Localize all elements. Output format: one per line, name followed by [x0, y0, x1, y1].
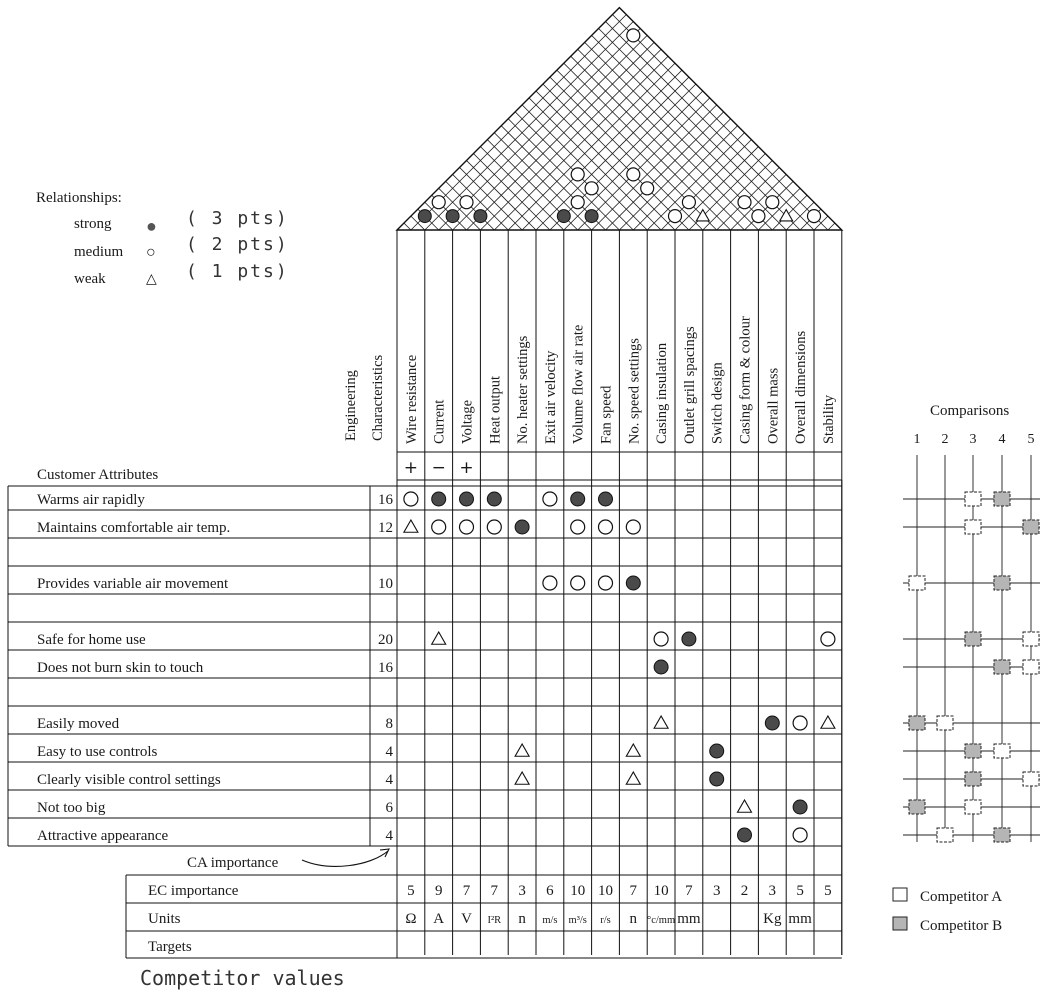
- relationship-mark-12-14: [793, 828, 807, 842]
- ec-label-9: Casing insulation: [654, 342, 671, 444]
- competitor-b-box-11: [909, 800, 925, 814]
- roof-correlation-16: [752, 210, 765, 223]
- roof-correlation-19: [808, 210, 821, 223]
- ec-label-7: Fan speed: [598, 385, 615, 444]
- ec-label-14: Overall dimensions: [793, 330, 810, 444]
- competitor-a-box-10: [1023, 772, 1039, 786]
- ec-label-8: No. speed settings: [626, 338, 643, 444]
- competitor-a-box-6: [1023, 660, 1039, 674]
- ca-importance-arrow: [302, 851, 388, 866]
- relationship-mark-8-13: [765, 716, 779, 730]
- ec-label-11: Switch design: [709, 362, 726, 444]
- ec-label-15: Stability: [820, 394, 837, 444]
- relationship-mark-5-15: [821, 632, 835, 646]
- strong-symbol-icon: ●: [146, 216, 157, 236]
- relationship-mark-12-12: [738, 828, 752, 842]
- competitor-a-legend-box: [893, 888, 907, 901]
- roof-correlation-15: [738, 196, 751, 209]
- ec-importance-14: 5: [796, 883, 804, 899]
- roof-hatch: [0, 0, 1051, 230]
- unit-8: n: [629, 911, 638, 927]
- roof-correlation-7: [585, 210, 598, 223]
- comparison-scale-1: 2: [941, 432, 949, 447]
- competitor-a-box-11: [965, 800, 981, 814]
- customer-attribute-0: Warms air rapidly: [37, 492, 145, 508]
- relationship-mark-8-14: [793, 716, 807, 730]
- ec-importance-1: 9: [434, 883, 443, 899]
- legend-medium-points: ( 2 pts): [186, 234, 289, 255]
- roof-correlation-0: [418, 210, 431, 223]
- relationship-mark-3-5: [543, 576, 557, 590]
- ec-importance-2: 7: [462, 883, 471, 899]
- relationship-mark-6-9: [654, 660, 668, 674]
- relationship-mark-3-8: [626, 576, 640, 590]
- roof-correlation-8: [571, 168, 584, 181]
- unit-10: mm: [677, 911, 701, 927]
- roof-correlation-11: [641, 182, 654, 195]
- customer-attribute-6: Does not burn skin to touch: [37, 660, 204, 676]
- ca-importance-11: 6: [385, 800, 393, 816]
- relationship-mark-1-8: [626, 520, 640, 534]
- relationship-mark-1-3: [487, 520, 501, 534]
- ca-importance-label: CA importance: [187, 855, 279, 871]
- roof-correlation-6: [571, 196, 584, 209]
- ca-importance-8: 8: [385, 716, 393, 732]
- legend-strong-points: ( 3 pts): [186, 208, 289, 229]
- relationship-mark-10-8: [626, 772, 640, 784]
- ec-importance-label: EC importance: [148, 883, 239, 899]
- ec-label-5: Exit air velocity: [542, 350, 559, 444]
- competitor-a-box-8: [937, 716, 953, 730]
- competitor-a-box-1: [965, 520, 981, 534]
- direction-mark-2: +: [459, 458, 474, 478]
- unit-9: °c/mm: [647, 915, 676, 926]
- ec-importance-7: 10: [598, 883, 613, 899]
- relationship-mark-0-0: [404, 492, 418, 506]
- unit-3: I²R: [487, 915, 502, 926]
- competitor-values-note: Competitor values: [140, 966, 345, 990]
- customer-attributes-label: Customer Attributes: [37, 467, 159, 483]
- roof-correlation-13: [682, 196, 695, 209]
- competitor-a-box-9: [994, 744, 1010, 758]
- roof-correlation-1: [432, 196, 445, 209]
- characteristics-label: Characteristics: [370, 354, 386, 441]
- ec-importance-0: 5: [407, 883, 415, 899]
- roof-correlation-20: [627, 29, 640, 42]
- competitor-b-box-1: [1023, 520, 1039, 534]
- relationships-title: Relationships:: [36, 190, 122, 206]
- ec-importance-10: 7: [685, 883, 693, 899]
- ca-importance-0: 16: [378, 492, 393, 508]
- unit-1: A: [433, 911, 445, 927]
- ec-importance-4: 3: [518, 883, 526, 899]
- ec-importance-3: 7: [490, 883, 499, 899]
- roof-correlation-3: [460, 196, 473, 209]
- competitor-b-box-10: [965, 772, 981, 786]
- medium-symbol-icon: ○: [146, 244, 156, 261]
- ec-label-1: Current: [431, 399, 448, 444]
- roof-correlation-2: [446, 210, 459, 223]
- customer-attribute-3: Provides variable air movement: [37, 576, 229, 592]
- ec-label-13: Overall mass: [765, 367, 782, 444]
- relationship-mark-5-1: [432, 632, 446, 644]
- ec-importance-5: 6: [546, 883, 554, 899]
- relationship-mark-0-1: [432, 492, 446, 506]
- ca-importance-12: 4: [385, 828, 393, 844]
- relationship-mark-1-2: [460, 520, 474, 534]
- roof-correlation-17: [766, 196, 779, 209]
- relationship-mark-0-5: [543, 492, 557, 506]
- units-label: Units: [148, 911, 181, 927]
- comparison-scale-4: 5: [1027, 432, 1035, 447]
- ec-importance-9: 10: [653, 883, 669, 899]
- competitor-b-box-8: [909, 716, 925, 730]
- ca-importance-1: 12: [378, 520, 393, 536]
- comparison-scale-0: 1: [913, 432, 921, 447]
- competitor-a-label: Competitor A: [920, 889, 1003, 905]
- legend-strong-label: strong: [74, 216, 112, 232]
- ca-importance-10: 4: [385, 772, 393, 788]
- competitor-b-box-12: [994, 828, 1010, 842]
- comparisons-title: Comparisons: [930, 403, 1010, 419]
- relationship-mark-1-6: [571, 520, 585, 534]
- competitor-b-legend-box: [893, 917, 907, 930]
- ca-importance-9: 4: [385, 744, 393, 760]
- roof-correlation-9: [585, 182, 598, 195]
- relationship-mark-5-10: [682, 632, 696, 646]
- relationship-mark-8-15: [821, 716, 835, 728]
- targets-label: Targets: [148, 939, 192, 955]
- customer-attribute-1: Maintains comfortable air temp.: [37, 520, 231, 536]
- comparison-scale-2: 3: [969, 432, 977, 447]
- unit-7: r/s: [600, 915, 611, 926]
- competitor-b-box-6: [994, 660, 1010, 674]
- ec-label-4: No. heater settings: [515, 335, 532, 444]
- relationship-mark-1-4: [515, 520, 529, 534]
- ec-label-2: Voltage: [459, 399, 476, 444]
- ec-importance-15: 5: [824, 883, 832, 899]
- legend-medium-label: medium: [74, 244, 124, 260]
- competitor-b-box-9: [965, 744, 981, 758]
- customer-attribute-12: Attractive appearance: [37, 828, 169, 844]
- customer-attribute-5: Safe for home use: [37, 632, 146, 648]
- ec-label-0: Wire resistance: [403, 354, 420, 444]
- roof-correlation-5: [557, 210, 570, 223]
- direction-mark-1: −: [431, 458, 446, 478]
- relationship-mark-0-6: [571, 492, 585, 506]
- competitor-a-box-5: [1023, 632, 1039, 646]
- direction-mark-0: +: [403, 458, 419, 478]
- ec-importance-13: 3: [768, 883, 777, 899]
- relationship-mark-1-1: [432, 520, 446, 534]
- unit-6: m³/s: [568, 915, 587, 926]
- relationship-mark-3-7: [599, 576, 613, 590]
- weak-symbol-icon: △: [146, 272, 157, 287]
- ca-importance-6: 16: [378, 660, 393, 676]
- relationship-mark-10-11: [710, 772, 724, 786]
- ec-label-6: Volume flow air rate: [570, 324, 587, 444]
- roof-correlation-10: [627, 168, 640, 181]
- customer-attribute-11: Not too big: [37, 800, 106, 816]
- roof-correlation-12: [669, 210, 682, 223]
- competitor-a-box-0: [965, 492, 981, 506]
- comparison-scale-3: 4: [998, 432, 1006, 447]
- ec-importance-12: 2: [740, 883, 749, 899]
- unit-5: m/s: [542, 915, 558, 926]
- ca-importance-3: 10: [378, 576, 393, 592]
- ec-label-3: Heat output: [487, 375, 504, 444]
- competitor-a-box-12: [937, 828, 953, 842]
- ec-importance-8: 7: [629, 883, 638, 899]
- ca-importance-5: 20: [378, 632, 393, 648]
- relationship-mark-0-2: [460, 492, 474, 506]
- ec-label-10: Outlet grill spacings: [681, 326, 698, 444]
- relationship-mark-9-11: [710, 744, 724, 758]
- roof-correlation-4: [474, 210, 487, 223]
- relationship-mark-8-9: [654, 716, 668, 728]
- relationship-mark-3-6: [571, 576, 585, 590]
- competitor-b-box-3: [994, 576, 1010, 590]
- relationship-mark-5-9: [654, 632, 668, 646]
- competitor-b-box-0: [994, 492, 1010, 506]
- ec-label-12: Casing form & colour: [737, 316, 754, 444]
- customer-attribute-10: Clearly visible control settings: [37, 772, 221, 788]
- unit-14: mm: [788, 911, 812, 927]
- unit-4: n: [518, 911, 526, 927]
- relationship-mark-0-7: [599, 492, 613, 506]
- unit-0: Ω: [405, 911, 417, 927]
- engineering-label: Engineering: [343, 370, 359, 441]
- unit-13: Kg: [763, 911, 782, 927]
- relationship-mark-1-7: [599, 520, 613, 534]
- competitor-b-label: Competitor B: [920, 918, 1003, 934]
- relationship-mark-11-12: [738, 800, 752, 812]
- relationship-mark-1-0: [404, 520, 418, 532]
- ec-importance-6: 10: [570, 883, 586, 899]
- legend-weak-points: ( 1 pts): [186, 261, 289, 282]
- relationship-mark-9-4: [515, 744, 529, 756]
- ec-importance-11: 3: [712, 883, 721, 899]
- legend-weak-label: weak: [74, 271, 106, 287]
- unit-2: V: [461, 911, 472, 927]
- competitor-a-box-3: [909, 576, 925, 590]
- competitor-b-box-5: [965, 632, 981, 646]
- customer-attribute-9: Easy to use controls: [37, 744, 158, 760]
- relationship-mark-11-14: [793, 800, 807, 814]
- relationship-mark-10-4: [515, 772, 529, 784]
- relationship-mark-9-8: [626, 744, 640, 756]
- relationship-mark-0-3: [487, 492, 501, 506]
- customer-attribute-8: Easily moved: [37, 716, 120, 732]
